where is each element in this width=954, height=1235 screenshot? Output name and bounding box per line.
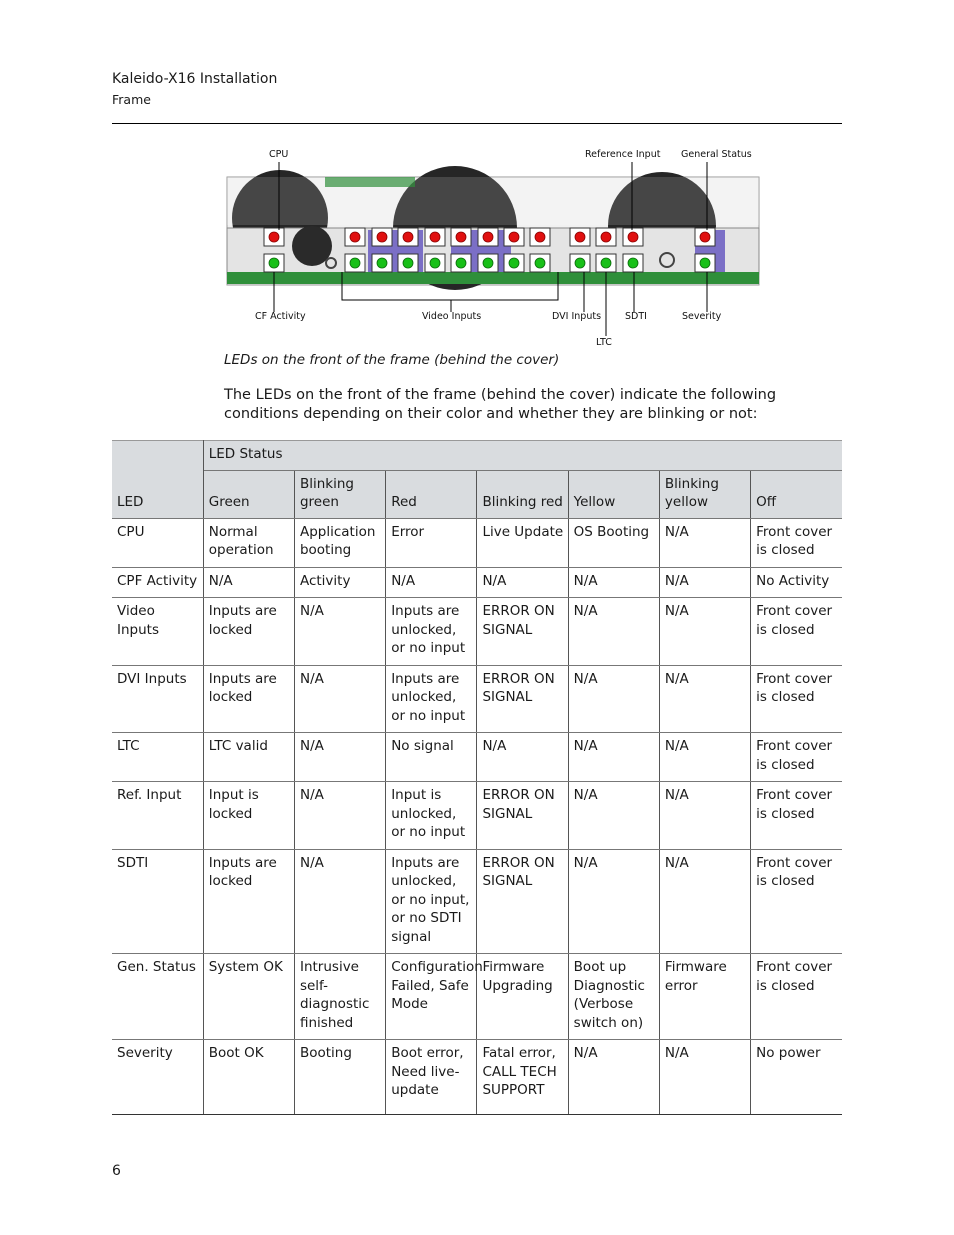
label-cpu: CPU bbox=[269, 149, 289, 160]
intro-paragraph: The LEDs on the front of the frame (behind the cover) indicate the following conditions depending on their color and whether they are blinking or not: bbox=[224, 387, 777, 422]
table-cell: Front cover is closed bbox=[751, 665, 842, 733]
header-green: Green bbox=[203, 470, 294, 518]
led-panel-figure bbox=[225, 140, 765, 352]
table-cell: Inputs are unlocked, or no input, or no SDTI signal bbox=[386, 849, 477, 954]
row-led-name: SDTI bbox=[112, 849, 203, 954]
table-cell: N/A bbox=[659, 1040, 750, 1115]
table-cell: N/A bbox=[659, 518, 750, 567]
row-led-name: CPF Activity bbox=[112, 567, 203, 598]
table-cell: N/A bbox=[294, 733, 385, 782]
table-cell: Firmware error bbox=[659, 954, 750, 1040]
table-cell: Firmware Upgrading bbox=[477, 954, 568, 1040]
table-cell: N/A bbox=[568, 567, 659, 598]
table-cell: N/A bbox=[659, 567, 750, 598]
table-cell: ERROR ON SIGNAL bbox=[477, 849, 568, 954]
label-severity: Severity bbox=[682, 311, 722, 322]
table-cell: N/A bbox=[568, 1040, 659, 1115]
table-cell: N/A bbox=[386, 567, 477, 598]
figure-caption: LEDs on the front of the frame (behind the cover) bbox=[224, 352, 560, 368]
header-divider bbox=[112, 123, 842, 124]
table-cell: Input is unlocked, or no input bbox=[386, 782, 477, 850]
table-cell: Fatal error, CALL TECH SUPPORT bbox=[477, 1040, 568, 1115]
table-cell: N/A bbox=[568, 598, 659, 666]
table-cell: ERROR ON SIGNAL bbox=[477, 665, 568, 733]
table-cell: Boot error, Need live-update bbox=[386, 1040, 477, 1115]
header-led: LED bbox=[112, 441, 203, 519]
header-yellow: Yellow bbox=[568, 470, 659, 518]
table-row bbox=[112, 598, 842, 666]
table-cell: LTC valid bbox=[203, 733, 294, 782]
table-cell: Boot OK bbox=[203, 1040, 294, 1115]
table-cell: Front cover is closed bbox=[751, 849, 842, 954]
led-status-table bbox=[112, 440, 842, 1115]
table-cell: Booting bbox=[294, 1040, 385, 1115]
table-row bbox=[112, 518, 842, 567]
table-cell: Inputs are locked bbox=[203, 849, 294, 954]
table-cell: Input is locked bbox=[203, 782, 294, 850]
table-cell: Live Update bbox=[477, 518, 568, 567]
header-blinking-green: Blinking green bbox=[294, 470, 385, 518]
row-led-name: Gen. Status bbox=[112, 954, 203, 1040]
section-name: Frame bbox=[112, 92, 151, 107]
header-red: Red bbox=[386, 470, 477, 518]
table-row bbox=[112, 782, 842, 850]
table-cell: Error bbox=[386, 518, 477, 567]
table-cell: N/A bbox=[294, 598, 385, 666]
header-blinking-red: Blinking red bbox=[477, 470, 568, 518]
table-cell: Inputs are unlocked, or no input bbox=[386, 665, 477, 733]
page-number: 6 bbox=[112, 1163, 121, 1179]
table-cell: Front cover is closed bbox=[751, 598, 842, 666]
table-cell: N/A bbox=[294, 849, 385, 954]
table-cell: N/A bbox=[568, 849, 659, 954]
table-cell: ERROR ON SIGNAL bbox=[477, 598, 568, 666]
table-cell: N/A bbox=[294, 665, 385, 733]
table-row bbox=[112, 665, 842, 733]
table-cell: N/A bbox=[659, 733, 750, 782]
label-general-status: General Status bbox=[681, 149, 752, 160]
row-led-name: Severity bbox=[112, 1040, 203, 1115]
row-led-name: CPU bbox=[112, 518, 203, 567]
table-cell: ERROR ON SIGNAL bbox=[477, 782, 568, 850]
table-cell: No signal bbox=[386, 733, 477, 782]
header-blinking-yellow: Blinking yellow bbox=[659, 470, 750, 518]
table-row bbox=[112, 733, 842, 782]
document-title: Kaleido-X16 Installation bbox=[112, 71, 278, 87]
table-cell: Inputs are locked bbox=[203, 598, 294, 666]
header-off: Off bbox=[751, 470, 842, 518]
table-cell: Application booting bbox=[294, 518, 385, 567]
table-cell: N/A bbox=[477, 733, 568, 782]
table-cell: N/A bbox=[659, 849, 750, 954]
table-cell: Boot up Diagnostic (Verbose switch on) bbox=[568, 954, 659, 1040]
table-row bbox=[112, 567, 842, 598]
table-cell: N/A bbox=[659, 782, 750, 850]
table-row bbox=[112, 1040, 842, 1115]
table-cell: No Activity bbox=[751, 567, 842, 598]
label-cf-activity: CF Activity bbox=[255, 311, 306, 322]
table-cell: Inputs are unlocked, or no input bbox=[386, 598, 477, 666]
header-led-status: LED Status bbox=[203, 441, 842, 471]
table-cell: Normal operation bbox=[203, 518, 294, 567]
table-cell: N/A bbox=[659, 598, 750, 666]
row-led-name: Ref. Input bbox=[112, 782, 203, 850]
table-cell: N/A bbox=[568, 665, 659, 733]
row-led-name: DVI Inputs bbox=[112, 665, 203, 733]
table-cell: Front cover is closed bbox=[751, 954, 842, 1040]
table-cell: No power bbox=[751, 1040, 842, 1115]
table-cell: N/A bbox=[659, 665, 750, 733]
table-cell: Front cover is closed bbox=[751, 518, 842, 567]
label-sdti: SDTI bbox=[625, 311, 647, 322]
label-ltc: LTC bbox=[596, 337, 612, 348]
row-led-name: Video Inputs bbox=[112, 598, 203, 666]
table-cell: N/A bbox=[568, 733, 659, 782]
table-cell: System OK bbox=[203, 954, 294, 1040]
label-reference-input: Reference Input bbox=[585, 149, 661, 160]
table-cell: Configuration Failed, Safe Mode bbox=[386, 954, 477, 1040]
table-cell: Activity bbox=[294, 567, 385, 598]
table-cell: Inputs are locked bbox=[203, 665, 294, 733]
row-led-name: LTC bbox=[112, 733, 203, 782]
table-body bbox=[112, 518, 842, 1114]
table-cell: N/A bbox=[568, 782, 659, 850]
table-row bbox=[112, 849, 842, 954]
label-video-inputs: Video Inputs bbox=[422, 311, 482, 322]
table-cell: Front cover is closed bbox=[751, 782, 842, 850]
table-cell: Intrusive self-diagnostic finished bbox=[294, 954, 385, 1040]
table-cell: N/A bbox=[294, 782, 385, 850]
table-cell: OS Booting bbox=[568, 518, 659, 567]
table-cell: N/A bbox=[203, 567, 294, 598]
label-dvi-inputs: DVI Inputs bbox=[552, 311, 602, 322]
table-row bbox=[112, 954, 842, 1040]
table-cell: Front cover is closed bbox=[751, 733, 842, 782]
table-cell: N/A bbox=[477, 567, 568, 598]
